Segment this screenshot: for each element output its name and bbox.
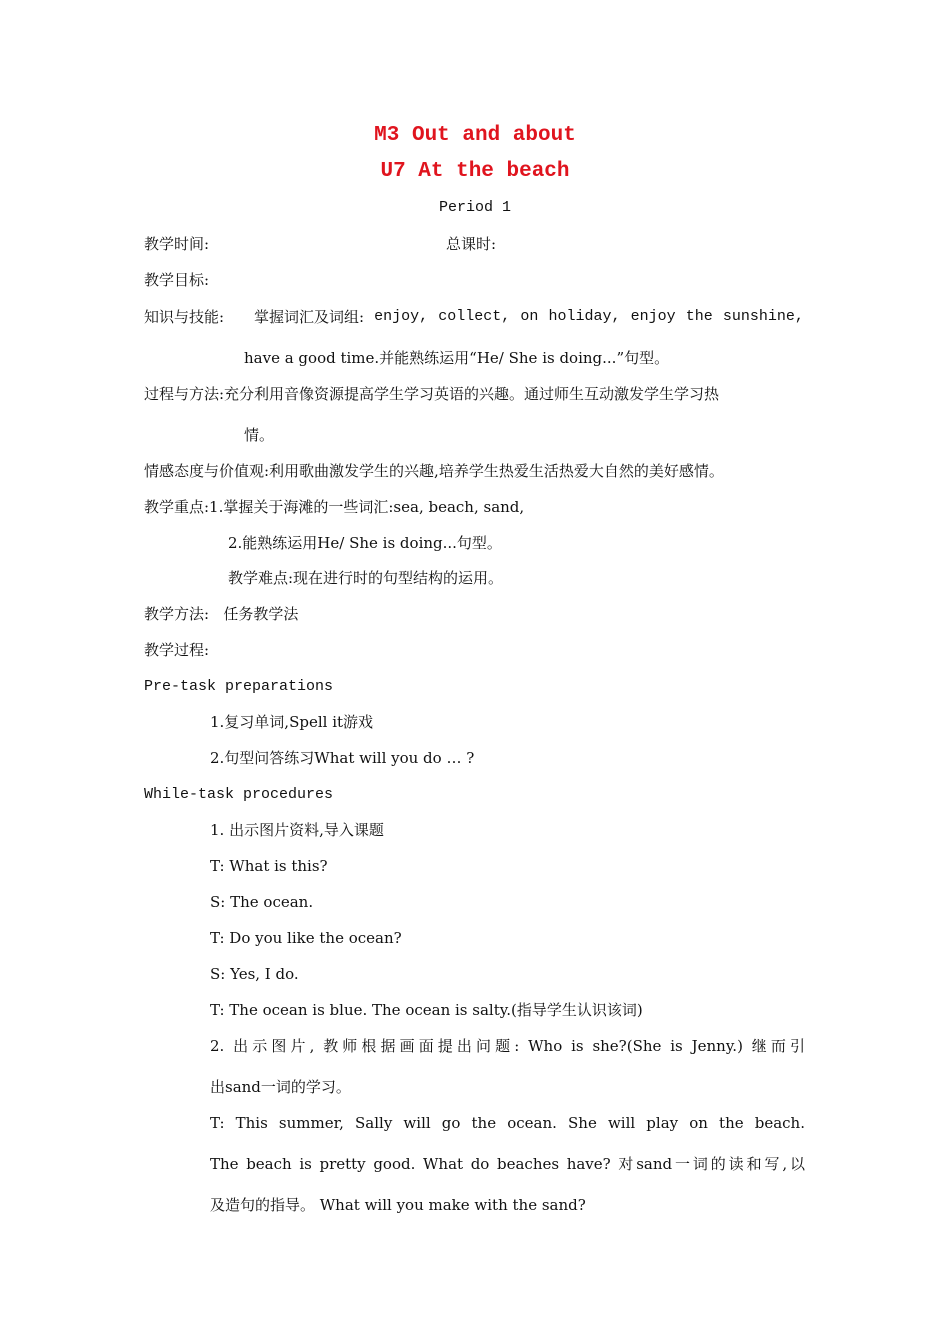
total-periods-label: 总课时:	[446, 235, 497, 253]
teacher-line-3: 及造句的指导。 What will you make with the sand?	[210, 1196, 586, 1214]
dialogue-line: T: Do you like the ocean?	[210, 929, 402, 947]
pre-task-item: 2.句型问答练习What will you do … ?	[210, 749, 475, 767]
dialogue-line: T: The ocean is blue. The ocean is salty.(指导学生认识该词)	[210, 1001, 643, 1019]
teacher-line-1: T: This summer, Sally will go the ocean. She will play on the beach.	[210, 1114, 805, 1132]
while-task-step-2-line-1: 2. 出示图片, 教师根据画面提出问题: Who is she?(She is Jenny.) 继而引	[210, 1037, 805, 1055]
attitude-line: 情感态度与价值观:利用歌曲激发学生的兴趣,培养学生热爱生活热爱大自然的美好感情。	[144, 462, 724, 480]
teaching-time-label: 教学时间:	[144, 235, 210, 253]
objectives-label: 教学目标:	[144, 271, 210, 289]
knowledge-item: collect,	[438, 308, 511, 325]
method-line: 教学方法: 任务教学法	[144, 605, 299, 623]
pre-task-heading: Pre-task preparations	[144, 678, 334, 695]
pre-task-item: 1.复习单词,Spell it游戏	[210, 713, 374, 731]
knowledge-item: 掌握词汇及词组:	[254, 308, 365, 326]
knowledge-line-2: have a good time.并能熟练运用“He/ She is doing...”句型。	[244, 349, 670, 367]
knowledge-item: enjoy	[630, 308, 676, 325]
dialogue-line: S: Yes, I do.	[210, 965, 299, 983]
knowledge-item: the	[685, 308, 713, 325]
key-points-line-2: 2.能熟练运用He/ She is doing...句型。	[228, 534, 502, 552]
period-label: Period 1	[438, 199, 511, 216]
process-label: 教学过程:	[144, 641, 210, 659]
process-method-line-2: 情。	[244, 426, 275, 444]
while-task-step-1: 1. 出示图片资料,导入课题	[210, 821, 384, 839]
teacher-line-2: The beach is pretty good. What do beaches have? 对sand一词的读和写,以	[210, 1155, 805, 1173]
process-method-line-1: 过程与方法:充分利用音像资源提高学生学习英语的兴趣。通过师生互动激发学生学习热	[144, 385, 720, 403]
title-unit: U7 At the beach	[380, 160, 570, 183]
title-module: M3 Out and about	[374, 124, 576, 147]
while-task-step-2-line-2: 出sand一词的学习。	[210, 1078, 351, 1096]
dialogue-line: S: The ocean.	[210, 893, 314, 911]
difficulty-line: 教学难点:现在进行时的句型结构的运用。	[228, 569, 504, 587]
knowledge-label: 知识与技能:	[144, 308, 225, 326]
dialogue-line: T: What is this?	[210, 857, 328, 875]
knowledge-item: enjoy,	[374, 308, 429, 325]
key-points-line-1: 教学重点:1.掌握关于海滩的一些词汇:sea, beach, sand,	[144, 498, 525, 516]
knowledge-item: holiday,	[548, 308, 621, 325]
knowledge-item: on	[520, 308, 539, 325]
knowledge-item: sunshine,	[722, 308, 804, 325]
knowledge-line-1	[254, 307, 804, 327]
while-task-heading: While-task procedures	[144, 786, 334, 803]
